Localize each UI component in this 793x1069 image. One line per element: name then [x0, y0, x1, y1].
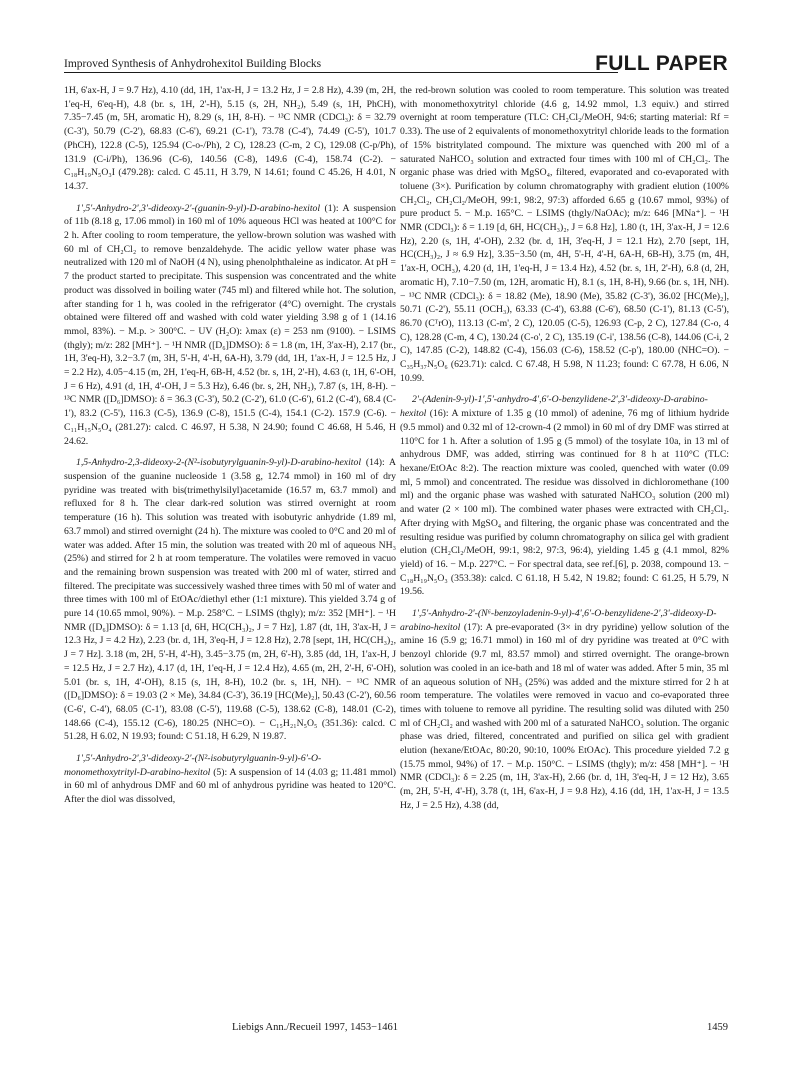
compound-heading: 2'-(Adenin-9-yl)-1',5'-anhydro-4',6'-O-benzylidene-2',3'-dideoxy-D-arabino-hexitol — [400, 394, 708, 420]
paragraph-text: (14): A suspension of the guanine nucleoside 1 (3.58 g, 12.74 mmol) in 160 ml of dry pyridine was treated with bis(trimethylsilyl)acetamide (16.57 m, 63.7 mmol) and refluxed for 8 h. The clear dark-red solution was stirred overnight at room temperature (16 h). This solution was treated with isobutyric anhydride (1.89 ml, 63.7 mmol) and stirred overnight (24 h). The mixture was cooled to 0°C and 20 ml of water was added. After 15 min, the solution was treated with 20 ml of aqueous NH₃ (25%) and stirred for 2 h at room temperature. The volatiles were removed in vacuo and the remaining brown suspension was treated with 200 ml of water, stirred and filtered. The precipitate was successively washed three times with 50 ml of water and three times with 100 ml of EtOAc/diethyl ether (1:1 mixture). This yielded 3.74 g of pure 14 (10.65 mmol, 90%). − M.p. 258°C. − LSIMS (thgly); m/z: 352 [MH⁺]. − ¹H NMR ([D₆]DMSO): δ = 1.13 [d, 6H, HC(CH₃)₂, J = 7 Hz], 1.87 (dt, 1H, 3'ax-H, J = 12.3 Hz, J = 4.2 Hz), 2.23 (br. d, 1H, 3'eq-H, J = 12.8 Hz), 2.78 [sept, 1H, HC(CH₃)₂, J = 7 Hz]. 3.18 (m, 2H, 5'-H, 4'-H), 3.45−3.75 (m, 2H, 6'-H), 3.85 (dd, 1H, 1'ax-H, J = 12.5 Hz, J = 2.7 Hz), 4.17 (d, 1H, 1'eq-H, J = 12.4 Hz), 4.65 (m, 2H, 2'-H, 6'-OH), 5.01 (br. s, 1H, 4'-OH), 8.15 (s, 1H, 8-H), 10.2 (br. s, 1H, NH). − ¹³C NMR ([D₆]DMSO): δ = 19.03 (2 × Me), 34.84 (C-3'), 36.19 [HC(Me)₂], 50.43 (C-2'), 60.56 (C-6', C-4'), 68.05 (C-1'), 83.08 (C-5'), 119.68 (C-5), 138.62 (C-8), 148.01 (C-2), 148.66 (C-4), 155.12 (C-6), 180.25 (NHC=O). − C₁₅H₂₁N₅O₅ (351.36): calcd. C 51.28, H 6.02, N 19.93; found: C 51.18, H 6.29, N 19.87. — [64, 457, 396, 743]
paragraph-text: (5): A suspension of 14 (4.03 g; 11.481 mmol) in 60 ml of anhydrous DMF and 60 ml of anhydrous pyridine was heated to 120°C. After the diol was dissolved, — [64, 766, 396, 806]
paragraph-text: (17): A pre-evaporated (3× in dry pyridine) yellow solution of the amine 16 (5.9 g; 16.71 mmol) in 160 ml of dry pyridine was treated at 0°C with benzoyl chloride (9.7 ml, 83.57 mmol) and stirred overnight. The orange-brown solution was cooled in an ice-bath and 18 ml of water was added. After 5 min, 35 ml of an aqueous solution of NH₃ (25%) was added and the mixture stirred for 2 h at room temperature. The volatiles were removed in vacuo and co-evaporated three times with toluene to remove all pyridine. The resulting solid was diluted with 250 ml of CH₂Cl₂ and washed with 200 ml of a saturated NaHCO₃ solution. The organic phase was dried, filtered, concentrated and purified on silica gel with gradient elution (hexane/EtOAc, 80:20, 90:10, 100% EtOAc). This procedure yielded 7.2 g (15.75 mmol, 94%) of 17. − M.p. 150°C. − LSIMS (thgly); m/z: 458 [MH⁺]. − ¹H NMR (CDCl₃): δ = 2.25 (m, 1H, 3'ax-H), 2.66 (br. d, 1H, 3'eq-H, J = 12 Hz), 3.65 (m, 2H, 5'-H, 4'-H), 3.78 (t, 1H, 6'ax-H, J = 9.8 Hz), 4.16 (dd, 1H, 1'ax-H, J = 13.5 Hz, J = 2.5 Hz), 4.38 (dd, — [400, 621, 729, 811]
running-title: Improved Synthesis of Anhydrohexitol Building Blocks — [64, 58, 322, 70]
paragraph-text: 1H, 6'ax-H, J = 9.7 Hz), 4.10 (dd, 1H, 1'ax-H, J = 13.2 Hz, J = 2.8 Hz), 4.39 (m, 2H, 1'eq-H, 6'eq-H), 4.8 (br. s, 1H, 2'-H), 5.15 (s, 2H, NH₂), 5.49 (s, 1H, PhCH), 7.35−7.45 (m, 5H, aromatic H), 8.29 (s, 1H, 8-H). − ¹³C NMR (CDCl₃): δ = 32.79 (C-3'), 50.79 (C-2'), 68.83 (C-6'), 69.21 (C-1'), 73.78 (C-4'), 74.49 (C-5'), 101.7 (PhCH), 122.8 (C-5), 125.94 (C-o-/Ph), 2 C), 128.23 (C-m, 2 C), 129.08 (C-p/Ph), 131.9 (C-i/Ph), 136.96 (C-6), 140.56 (C-8), 149.6 (C-4), 158.74 (C-2). − C₁₈H₁₉N₅O₃I (479.28): calcd. C 45.11, H 3.79, N 14.61; found C 45.26, H 4.01, N 14.37. — [64, 85, 396, 192]
paragraph — [64, 456, 396, 744]
paragraph — [400, 84, 729, 385]
right-column — [400, 84, 729, 1004]
paragraph — [400, 607, 729, 813]
journal-citation: Liebigs Ann./Recueil 1997, 1453−1461 — [232, 1022, 399, 1033]
paragraph — [64, 84, 396, 194]
left-column — [64, 84, 396, 1004]
compound-heading: 1',5'-Anhydro-2',3'-dideoxy-2'-(N²-isobutyrylguanin-9-yl)-6'-O-monomethoxytrityl-D-arabino-hexitol — [64, 753, 322, 778]
paragraph — [64, 752, 396, 807]
compound-heading: 1',5'-Anhydro-2',3'-dideoxy-2'-(guanin-9-yl)-D-arabino-hexitol — [76, 202, 321, 214]
paragraph-text: the red-brown solution was cooled to room temperature. This solution was treated with monomethoxytrityl chloride (4.6 g, 14.92 mmol, 1.3 equiv.) and stirred overnight at room temperature (TLC: CH₂Cl₂/MeOH, 94:6; starting material: Rf = 0.33). The use of 2 equivalents of monomethoxytrityl chloride leads to the formation of 15% bistritylated compound. The mixture was quenched with 200 ml of a saturated NaHCO₃ solution and extracted four times with 100 ml of CH₂Cl₂. The organic phase was dried with MgSO₄, filtered, evaporated and co-evaporated with toluene (3×). Purification by column chromatography with gradient elution (100% CH₂Cl₂, CH₂Cl₂/MeOH, 99:1, 98:2, 97:3) afforded 6.65 g (10.67 mmol, 93%) of pure product 5. − M.p. 165°C. − LSIMS (thgly/NaOAc); m/z: 646 [MNa⁺]. − ¹H NMR (CDCl₃): δ = 1.19 [d, 6H, HC(CH₃)₂, J = 6.8 Hz], 1.80 (t, 1H, 3'ax-H, J = 12.6 Hz), 2.20 (s, 1H, 4'-OH), 2.32 (br. d, 1H, 3'eq-H, J = 12.1 Hz), 2.70 [sept, 1H, HC(CH₃)₂, J ≈ 6.9 Hz], 3.35−3.50 (m, 4H, 5'-H, 4'-H, 6A-H, 6B-H), 3.75 (m, 4H, 1'ax-H, OCH₃), 4.20 (d, 1H, 1'eq-H, J = 13.4 Hz), 4.52 (br. s, 1H, 2'-H), 6.8 (d, 2H, aromatic H), 7.10−7.50 (m, 12H, aromatic H), 8.1 (s, 1H, 8-H), 9.66 (br. s, 1H, NH). − ¹³C NMR (CDCl₃): δ = 18.82 (Me), 18.90 (Me), 35.82 (C-3'), 36.02 [HC(Me)₂], 50.71 (C-2'), 55.11 (OCH₃), 63.33 (C-4'), 63.88 (C-6'), 68.50 (C-1'), 81.13 (C-5'), 86.70 (CᵀrO), 113.13 (C-m', 2 C), 120.05 (C-5), 126.93 (C-p, 2 C), 127.84 (C-o, 4 C), 128.28 (C-m, 4 C), 130.24 (C-o', 2 C), 135.19 (C-i', 138.56 (C-8), 144.06 (C-i, 2 C), 147.85 (C-2), 148.82 (C-4), 156.03 (C-6), 158.52 (C-p'), 180.00 (NHC=O). − C₃₅H₃₇N₅O₆ (623.71): calcd. C 67.48, H 5.98, N 11.23; found: C 67.78, H 6.06, N 10.99. — [400, 85, 729, 384]
paragraph-text: (16): A mixture of 1.35 g (10 mmol) of adenine, 76 mg of lithium hydride (9.5 mmol) and 0.32 ml of 12-crown-4 (2 mmol) in 60 ml of dry DMF was stirred at 110°C for 1 h. After a solution of 1.95 g (5 mmol) of the tosylate 10a, in 13 ml of anhydrous DMF, was added, stirring was continued for 8 h at 110°C (TLC: hexane/EtOAc 8:2). The reaction mixture was cooled, quenched with water (0.09 ml, 5 mmol) and concentrated. The residue was dissolved in dichloromethane (100 ml) and the organic phase was washed with saturated NaHCO₃ solution (200 ml) and water (2 × 100 ml). The combined water phases were extracted with CH₂Cl₂. After drying with MgSO₄ and filtering, the organic phase was concentrated and the resulting residue was purified by column chromatography on silica gel with gradient elution (CH₂Cl₂/MeOH, 99:1, 98:2, 97:3, 96:4), yielding 1.45 g (4.1 mmol, 82% yield) of 16. − M.p. 227°C. − For spectral data, see ref.[6], p. 2038, compound 13. − C₁₈H₁₉N₅O₃ (353.38): calcd. C 61.18, H 5.42, N 19.82; found: C 61.25, H 5.79, N 19.56. — [400, 408, 729, 598]
compound-heading: 1',5'-Anhydro-2'-(N⁶-benzoyladenin-9-yl)-4',6'-O-benzylidene-2',3'-dideoxy-D-arabino-hexitol — [400, 608, 717, 633]
page-number: 1459 — [707, 1022, 728, 1033]
section-label: FULL PAPER — [595, 52, 728, 75]
paragraph — [400, 393, 729, 599]
header-rule — [64, 72, 618, 73]
paragraph-text: (1): A suspension of 11b (8.18 g, 17.06 mmol) in 160 ml of 10% aqueous HCl was heated at 100°C for 2 h. After cooling to room temperature, the yellow-brown solution was washed with 60 ml of CH₂Cl₂ to remove benzaldehyde. The acidic yellow water phase was neutralized with 120 ml of NaOH (4 N), using phenolphthaleine as indicator. At pH = 7 the product started to precipitate. This suspension was concentrated and the white product was dissolved in boiling water (745 ml) and filtered while hot. The solution, after standing for 1 h, was cooled in the refrigerator (4°C) overnight. The crystals obtained were filtered off and washed with cold water yielding 3.98 g of 1 (14.16 mmol, 83%). − M.p. > 300°C. − UV (H₂O): λmax (ε) = 253 nm (9100). − LSIMS (thgly); m/z: 282 [MH⁺]. − ¹H NMR ([D₆]DMSO): δ = 1.8 (m, 1H, 3'ax-H), 2.17 (br., 1H, 3'eq-H), 3.2−3.7 (m, 3H, 5'-H, 4'-H, 6A-H), 3.79 (dd, 1H, 1'ax-H, J = 12.5 Hz, J = 2.2 Hz), 4.05−4.15 (m, 2H, 1'eq-H, 6B-H, 4.52 (br. s, 1H, 2'-H), 4.63 (t, 1H, 6'-OH, J = 6 Hz), 4.91 (d, 1H, 4'-OH, J = 5.3 Hz), 6.46 (br. s, 2H, NH₂), 7.87 (s, 1H, 8-H). − ¹³C NMR ([D₆]DMSO): δ = 36.3 (C-3'), 50.2 (C-2'), 61.0 (C-6'), 61.2 (C-4'), 68.4 (C-1'), 83.2 (C-5'), 116.3 (C-5), 136.9 (C-8), 151.5 (C-4), 154.1 (C-2). 157.9 (C-6). − C₁₁H₁₅N₅O₄ (281.27): calcd. C 46.97, H 5.38, N 24.90; found C 46.68, H 5.46, H 24.62. — [64, 202, 396, 447]
compound-heading: 1,5-Anhydro-2,3-dideoxy-2-(N²-isobutyrylguanin-9-yl)-D-arabino-hexitol — [76, 457, 362, 469]
paragraph — [64, 202, 396, 449]
